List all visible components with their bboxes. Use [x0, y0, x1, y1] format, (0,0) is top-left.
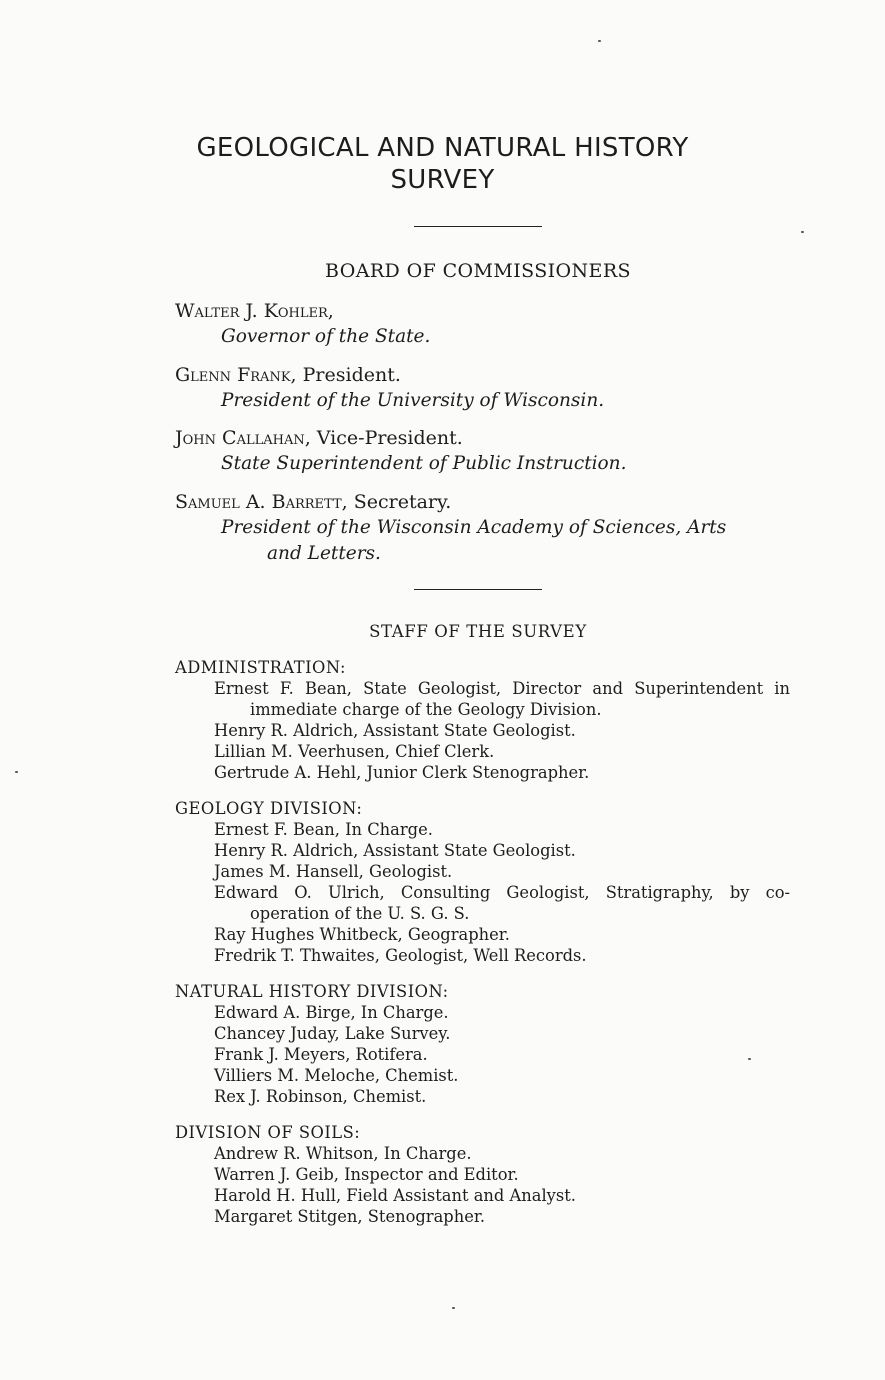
staff-entry: Harold H. Hull, Field Assistant and Analyst.: [214, 1186, 576, 1205]
scan-speck: [598, 40, 601, 42]
staff-entry: Edward A. Birge, In Charge.: [214, 1003, 449, 1022]
member-name: Samuel A. Barrett,: [175, 491, 348, 513]
staff-entry: Fredrik T. Thwaites, Geologist, Well Records.: [214, 946, 587, 965]
member-name: Walter J. Kohler,: [175, 300, 334, 322]
divider-rule: [414, 589, 542, 590]
member-role: State Superintendent of Public Instruction.: [221, 453, 627, 474]
staff-entry: Gertrude A. Hehl, Junior Clerk Stenographer.: [214, 763, 590, 782]
scan-speck: [452, 1307, 455, 1309]
board-member: [175, 426, 815, 478]
staff-entry: James M. Hansell, Geologist.: [214, 862, 453, 881]
page-title-line-1: GEOLOGICAL AND NATURAL HISTORY: [196, 133, 689, 163]
divider-rule: [414, 226, 542, 227]
staff-entry-continued: immediate charge of the Geology Division.: [250, 700, 602, 719]
board-member: [175, 490, 815, 568]
staff-entry: Edward O. Ulrich, Consulting Geologist, Stratigraphy, by co-: [214, 883, 790, 902]
staff-entry: Rex J. Robinson, Chemist.: [214, 1087, 427, 1106]
staff-entry: Henry R. Aldrich, Assistant State Geologist.: [214, 721, 576, 740]
staff-entry: Henry R. Aldrich, Assistant State Geologist.: [214, 841, 576, 860]
staff-entry: Margaret Stitgen, Stenographer.: [214, 1207, 486, 1226]
division-heading: DIVISION OF SOILS:: [175, 1123, 361, 1142]
division-heading: NATURAL HISTORY DIVISION:: [175, 982, 449, 1001]
staff-heading: STAFF OF THE SURVEY: [369, 622, 587, 641]
member-role: Governor of the State.: [221, 326, 431, 347]
scan-speck: [801, 231, 804, 233]
page-title-line-2: SURVEY: [390, 165, 495, 195]
member-office: President.: [302, 364, 401, 386]
staff-entry-continued: operation of the U. S. G. S.: [250, 904, 470, 923]
staff-entry: Ernest F. Bean, In Charge.: [214, 820, 433, 839]
staff-division: [175, 1122, 790, 1227]
member-name: John Callahan,: [175, 427, 311, 449]
member-role-continued: and Letters.: [267, 543, 381, 564]
member-name: Glenn Frank,: [175, 364, 297, 386]
staff-entry: Chancey Juday, Lake Survey.: [214, 1024, 451, 1043]
scan-speck: [15, 771, 18, 773]
board-member: [175, 363, 815, 415]
staff-entry: Frank J. Meyers, Rotifera.: [214, 1045, 428, 1064]
division-heading: GEOLOGY DIVISION:: [175, 799, 363, 818]
scan-speck: [748, 1058, 751, 1060]
member-name-line: [175, 426, 815, 450]
member-role: President of the Wisconsin Academy of Sciences, Arts: [221, 517, 727, 538]
member-office: Vice-President.: [316, 427, 463, 449]
staff-entry: Andrew R. Whitson, In Charge.: [214, 1144, 472, 1163]
staff-entry: Villiers M. Meloche, Chemist.: [214, 1066, 459, 1085]
staff-division: [175, 981, 790, 1107]
board-member: [175, 299, 815, 351]
member-name-line: [175, 490, 815, 514]
member-office: Secretary.: [353, 491, 452, 513]
staff-division: [175, 798, 790, 966]
member-name-line: [175, 363, 815, 387]
staff-entry: Ernest F. Bean, State Geologist, Director and Superintendent in: [214, 679, 790, 698]
board-heading: BOARD OF COMMISSIONERS: [325, 260, 631, 282]
staff-entry: Ray Hughes Whitbeck, Geographer.: [214, 925, 510, 944]
member-name-line: [175, 299, 815, 323]
member-role: President of the University of Wisconsin.: [221, 390, 605, 411]
division-heading: ADMINISTRATION:: [175, 658, 347, 677]
staff-entry: Lillian M. Veerhusen, Chief Clerk.: [214, 742, 495, 761]
staff-entry: Warren J. Geib, Inspector and Editor.: [214, 1165, 519, 1184]
staff-division: [175, 657, 790, 783]
